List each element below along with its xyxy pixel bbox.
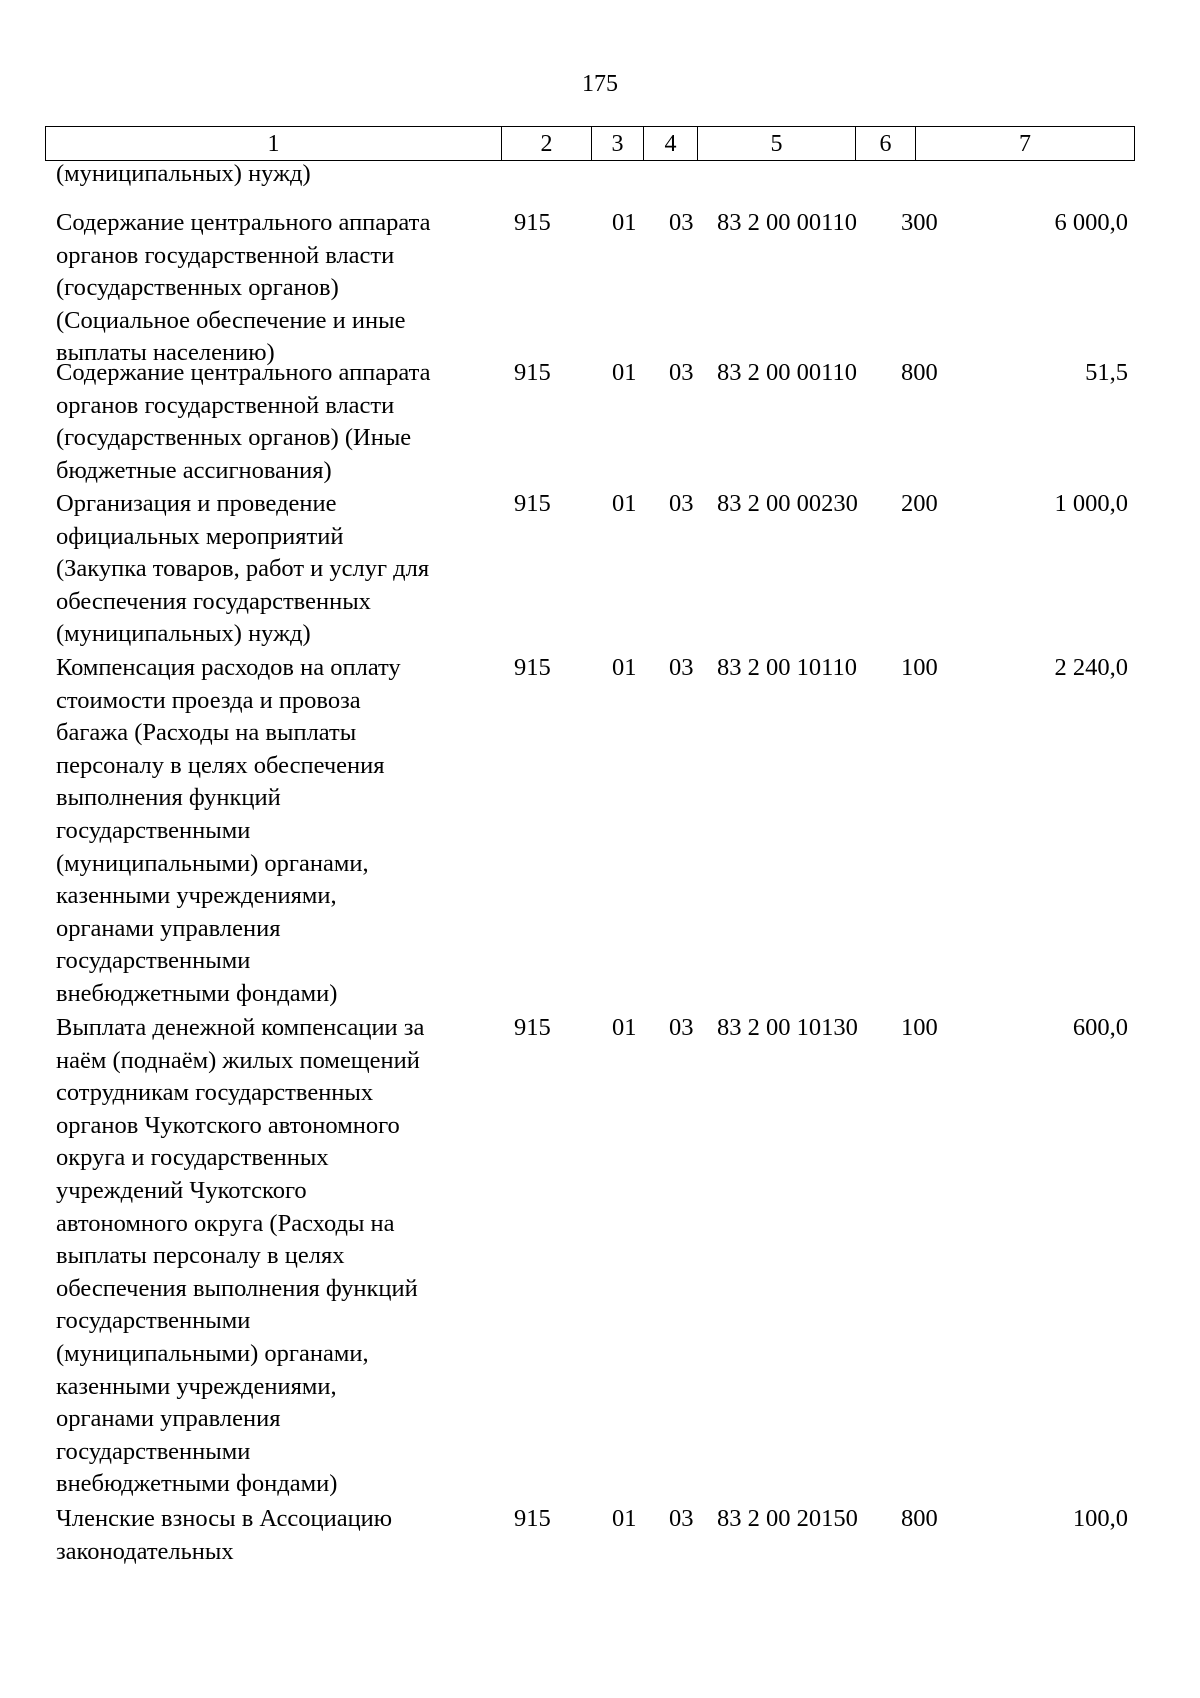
row-code-5: 83 2 00 10130 xyxy=(717,1014,858,1041)
row-description: Членские взносы в Ассоциацию законодательных xyxy=(56,1505,393,1565)
row-code-6: 200 xyxy=(901,490,938,517)
row-code-6: 800 xyxy=(901,359,938,386)
row-code-2: 915 xyxy=(514,209,551,236)
row-code-5: 83 2 00 00110 xyxy=(717,209,857,236)
table-row xyxy=(0,207,1200,367)
row-code-4: 03 xyxy=(669,1505,694,1532)
row-description: Компенсация расходов на оплату стоимости проезда и провоза багажа (Расходы на выплаты персоналу в целях обеспечения выполнения функций государственными (муниципальными) органами, казенными учреждениями, органами управления государственными внебюджетными фондами) xyxy=(56,654,401,1007)
continuation-text: (муниципальных) нужд) xyxy=(56,160,311,187)
row-amount: 51,5 xyxy=(1085,359,1128,386)
row-code-5: 83 2 00 20150 xyxy=(717,1505,858,1532)
column-header-2: 2 xyxy=(502,127,592,161)
row-code-3: 01 xyxy=(612,490,637,517)
row-amount: 600,0 xyxy=(1072,1014,1128,1041)
row-code-5: 83 2 00 00230 xyxy=(717,490,858,517)
row-description: Содержание центрального аппарата органов государственной власти (государственных органов) (Иные бюджетные ассигнования) xyxy=(56,359,431,484)
row-code-2: 915 xyxy=(514,359,551,386)
table-row xyxy=(0,488,1200,652)
row-code-6: 100 xyxy=(901,1014,938,1041)
row-code-4: 03 xyxy=(669,490,694,517)
page-number: 175 xyxy=(582,71,618,97)
row-code-3: 01 xyxy=(612,1505,637,1532)
column-header-3: 3 xyxy=(592,127,644,161)
column-header-1: 1 xyxy=(46,127,502,161)
row-code-2: 915 xyxy=(514,1505,551,1532)
table-row xyxy=(0,357,1200,488)
row-amount: 2 240,0 xyxy=(1054,654,1128,681)
column-header-5: 5 xyxy=(698,127,856,161)
row-amount: 1 000,0 xyxy=(1054,490,1128,517)
row-code-4: 03 xyxy=(669,359,694,386)
row-amount: 100,0 xyxy=(1072,1505,1128,1532)
row-code-6: 100 xyxy=(901,654,938,681)
row-code-5: 83 2 00 10110 xyxy=(717,654,857,681)
row-code-4: 03 xyxy=(669,654,694,681)
budget-rows xyxy=(0,160,1200,1565)
column-header-7: 7 xyxy=(916,127,1135,161)
table-row xyxy=(0,652,1200,1012)
row-description: Организация и проведение официальных мероприятий (Закупка товаров, работ и услуг для обеспечения государственных (муниципальных) нужд) xyxy=(56,490,430,648)
column-header-4: 4 xyxy=(644,127,698,161)
row-code-2: 915 xyxy=(514,490,551,517)
row-code-4: 03 xyxy=(669,1014,694,1041)
row-code-2: 915 xyxy=(514,654,551,681)
row-code-3: 01 xyxy=(612,1014,637,1041)
column-header-table xyxy=(45,126,1135,161)
table-row xyxy=(0,1503,1200,1573)
row-code-5: 83 2 00 00110 xyxy=(717,359,857,386)
row-code-6: 800 xyxy=(901,1505,938,1532)
row-code-2: 915 xyxy=(514,1014,551,1041)
column-header-row xyxy=(46,127,1135,161)
table-row xyxy=(0,1012,1200,1503)
row-code-3: 01 xyxy=(612,654,637,681)
table-row-continuation xyxy=(0,161,1200,191)
row-code-4: 03 xyxy=(669,209,694,236)
column-header-6: 6 xyxy=(856,127,916,161)
row-description: Содержание центрального аппарата органов государственной власти (государственных органов) (Социальное обеспечение и иные выплаты населению) xyxy=(56,209,431,367)
row-code-3: 01 xyxy=(612,209,637,236)
row-amount: 6 000,0 xyxy=(1054,209,1128,236)
row-code-3: 01 xyxy=(612,359,637,386)
row-description: Выплата денежной компенсации за наём (поднаём) жилых помещений сотрудникам государственных органов Чукотского автономного округа и государственных учреждений Чукотского автономного округа (Расходы на выплаты персоналу в целях обеспечения выполнения функций государственными (муниципальными) органами, казенными учреждениями, органами управления государственными внебюджетными фондами) xyxy=(56,1014,425,1498)
row-code-6: 300 xyxy=(901,209,938,236)
